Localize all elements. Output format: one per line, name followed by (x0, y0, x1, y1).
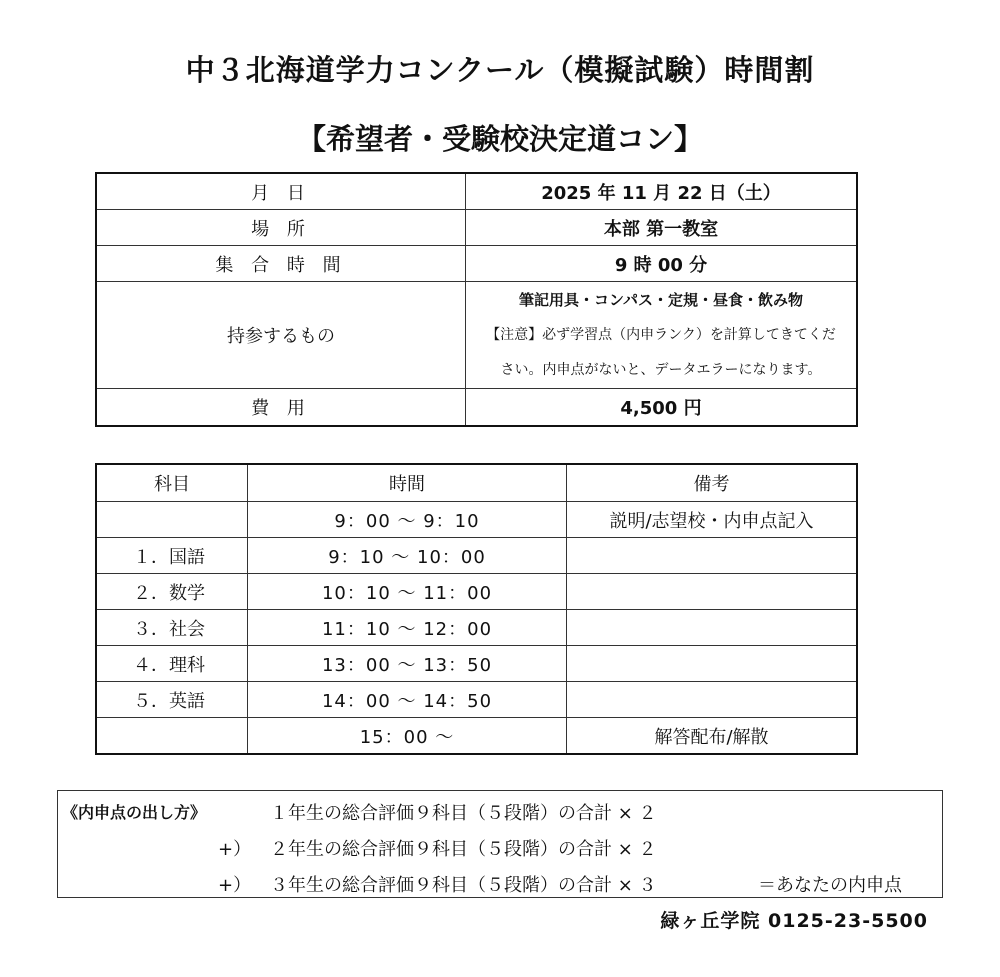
date-label: 月 日 (96, 173, 466, 210)
row-note: 説明/志望校・内申点記入 (567, 502, 858, 538)
page-subtitle: 【希望者・受験校決定道コン】 (296, 122, 703, 156)
row-time: 13：00 ～ 13：50 (248, 646, 567, 682)
table-row (96, 646, 857, 682)
gather-value: 9 時 00 分 (466, 246, 858, 282)
schedule-table (95, 463, 858, 755)
row-subject: ５．英語 (96, 682, 248, 718)
row-time: 14：00 ～ 14：50 (248, 682, 567, 718)
calc-result: ＝あなたの内申点 (758, 875, 902, 896)
row-note (567, 610, 858, 646)
row-note (567, 682, 858, 718)
calc-line-1: １年生の総合評価９科目（５段階）の合計 × ２ (270, 803, 657, 824)
calc-plus-3: +） (218, 875, 252, 896)
row-note (567, 574, 858, 610)
items-value: 筆記用具・コンパス・定規・昼食・飲み物 (519, 290, 803, 309)
date-value: 2025 年 11 月 22 日（土） (466, 173, 858, 210)
table-row (96, 610, 857, 646)
row-time: 15：00 ～ (248, 718, 567, 755)
header-subject: 科目 (96, 464, 248, 502)
row-subject: ３．社会 (96, 610, 248, 646)
naishin-calc-box (57, 790, 943, 898)
info-row-gather (96, 246, 857, 282)
items-label: 持参するもの (96, 282, 466, 389)
header-note: 備考 (567, 464, 858, 502)
row-time: 9：00 ～ 9：10 (248, 502, 567, 538)
gather-label: 集 合 時 間 (96, 246, 466, 282)
fee-value: 4,500 円 (466, 389, 858, 427)
items-note-line1: 【注意】必ず学習点（内申ランク）を計算してきてくだ (486, 326, 836, 343)
items-cell (466, 282, 858, 389)
fee-label: 費 用 (96, 389, 466, 427)
header-time: 時間 (248, 464, 567, 502)
calc-plus-2: +） (218, 839, 252, 860)
schedule-header-row (96, 464, 857, 502)
row-subject: ４．理科 (96, 646, 248, 682)
place-label: 場 所 (96, 210, 466, 246)
info-row-items (96, 282, 857, 389)
row-time: 9：10 ～ 10：00 (248, 538, 567, 574)
row-note: 解答配布/解散 (567, 718, 858, 755)
row-subject (96, 718, 248, 755)
page-title: 中３北海道学力コンクール（模擬試験）時間割 (185, 53, 815, 87)
calc-line-3: ３年生の総合評価９科目（５段階）の合計 × ３ (270, 875, 657, 896)
row-note (567, 538, 858, 574)
calc-line-2: ２年生の総合評価９科目（５段階）の合計 × ２ (270, 839, 657, 860)
info-row-fee (96, 389, 857, 427)
row-time: 10：10 ～ 11：00 (248, 574, 567, 610)
row-subject: １．国語 (96, 538, 248, 574)
row-note (567, 646, 858, 682)
table-row (96, 574, 857, 610)
table-row (96, 718, 857, 755)
row-subject: ２．数学 (96, 574, 248, 610)
row-subject (96, 502, 248, 538)
place-value: 本部 第一教室 (466, 210, 858, 246)
row-time: 11：10 ～ 12：00 (248, 610, 567, 646)
table-row (96, 502, 857, 538)
info-row-date (96, 173, 857, 210)
calc-heading: 《内申点の出し方》 (62, 803, 207, 822)
info-table (95, 172, 858, 427)
table-row (96, 538, 857, 574)
school-contact: 緑ヶ丘学院 0125-23-5500 (660, 910, 928, 932)
items-note-line2: さい。内申点がないと、データエラーになります。 (500, 361, 822, 378)
info-row-place (96, 210, 857, 246)
table-row (96, 682, 857, 718)
